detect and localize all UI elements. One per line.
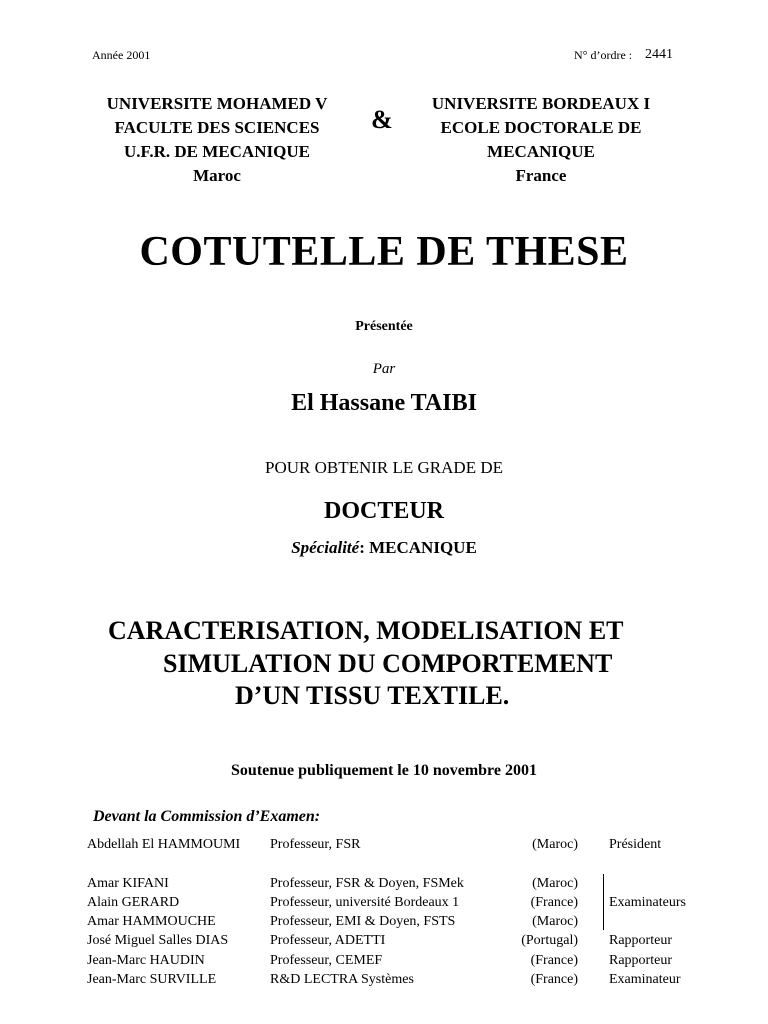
member-name: Abdellah El HAMMOUMI <box>87 837 241 852</box>
member-position: Professeur, FSR & Doyen, FSMek <box>270 876 464 891</box>
thesis-title-line: D’UN TISSU TEXTILE. <box>235 681 510 710</box>
member-country: (Maroc) <box>532 837 578 852</box>
member-position: Professeur, EMI & Doyen, FSTS <box>270 914 456 929</box>
thesis-title-line: CARACTERISATION, MODELISATION ET <box>108 616 624 645</box>
member-role: Examinateurs <box>609 895 686 910</box>
specialty <box>0 538 768 558</box>
defense-date: Soutenue publiquement le 10 novembre 2001 <box>231 762 537 779</box>
table-row <box>0 953 768 971</box>
order-number-value: 2441 <box>645 47 673 62</box>
author-name: El Hassane TAIBI <box>291 390 477 416</box>
specialty-label: Spécialité <box>291 538 360 557</box>
member-country: (Maroc) <box>532 914 578 929</box>
table-row <box>0 837 768 855</box>
university-left-line: UNIVERSITE MOHAMED V <box>106 94 328 113</box>
year-label: Année 2001 <box>92 48 151 62</box>
member-name: Alain GERARD <box>87 895 180 910</box>
university-right-line: ECOLE DOCTORALE DE <box>440 118 642 137</box>
member-name: Jean-Marc SURVILLE <box>87 972 217 987</box>
member-name: Jean-Marc HAUDIN <box>87 953 205 968</box>
university-right-line: UNIVERSITE BORDEAUX I <box>431 94 651 113</box>
table-row <box>0 895 768 913</box>
member-name: Amar KIFANI <box>87 876 169 891</box>
member-role: Président <box>609 837 662 852</box>
committee-heading: Devant la Commission d’Examen: <box>93 808 321 825</box>
specialty-separator: : <box>359 538 365 557</box>
specialty-value: MECANIQUE <box>369 538 477 557</box>
member-position: Professeur, université Bordeaux 1 <box>270 895 460 910</box>
page-title: COTUTELLE DE THESE <box>139 229 629 275</box>
member-country: (Portugal) <box>521 933 578 948</box>
university-left <box>82 92 352 188</box>
grade: DOCTEUR <box>323 498 444 524</box>
by-label: Par <box>372 361 396 377</box>
member-role: Rapporteur <box>609 953 672 968</box>
presented-label: Présentée <box>355 319 413 334</box>
order-number-label: N° d’ordre : <box>574 48 633 62</box>
member-position: Professeur, ADETTI <box>270 933 386 948</box>
table-row <box>0 876 768 894</box>
university-left-line: U.F.R. DE MECANIQUE <box>124 142 310 161</box>
member-name: José Miguel Salles DIAS <box>87 933 229 948</box>
table-row <box>0 972 768 990</box>
university-right-line: MECANIQUE <box>487 142 595 161</box>
university-right <box>402 92 680 188</box>
member-name: Amar HAMMOUCHE <box>87 914 216 929</box>
member-country: (Maroc) <box>532 876 578 891</box>
ampersand: & <box>371 105 393 134</box>
member-role: Examinateur <box>609 972 681 987</box>
grade-intro: POUR OBTENIR LE GRADE DE <box>265 458 503 477</box>
examiners-bracket <box>603 874 604 930</box>
table-row <box>0 914 768 932</box>
university-left-line: Maroc <box>193 166 241 185</box>
university-left-line: FACULTE DES SCIENCES <box>114 118 320 137</box>
member-country: (France) <box>530 972 578 987</box>
member-role: Rapporteur <box>609 933 672 948</box>
university-right-line: France <box>515 166 567 185</box>
thesis-title-line: SIMULATION DU COMPORTEMENT <box>163 649 613 678</box>
member-position: R&D LECTRA Systèmes <box>270 972 414 987</box>
member-position: Professeur, FSR <box>270 837 361 852</box>
member-country: (France) <box>530 895 578 910</box>
table-row <box>0 933 768 951</box>
member-position: Professeur, CEMEF <box>270 953 383 968</box>
member-country: (France) <box>530 953 578 968</box>
